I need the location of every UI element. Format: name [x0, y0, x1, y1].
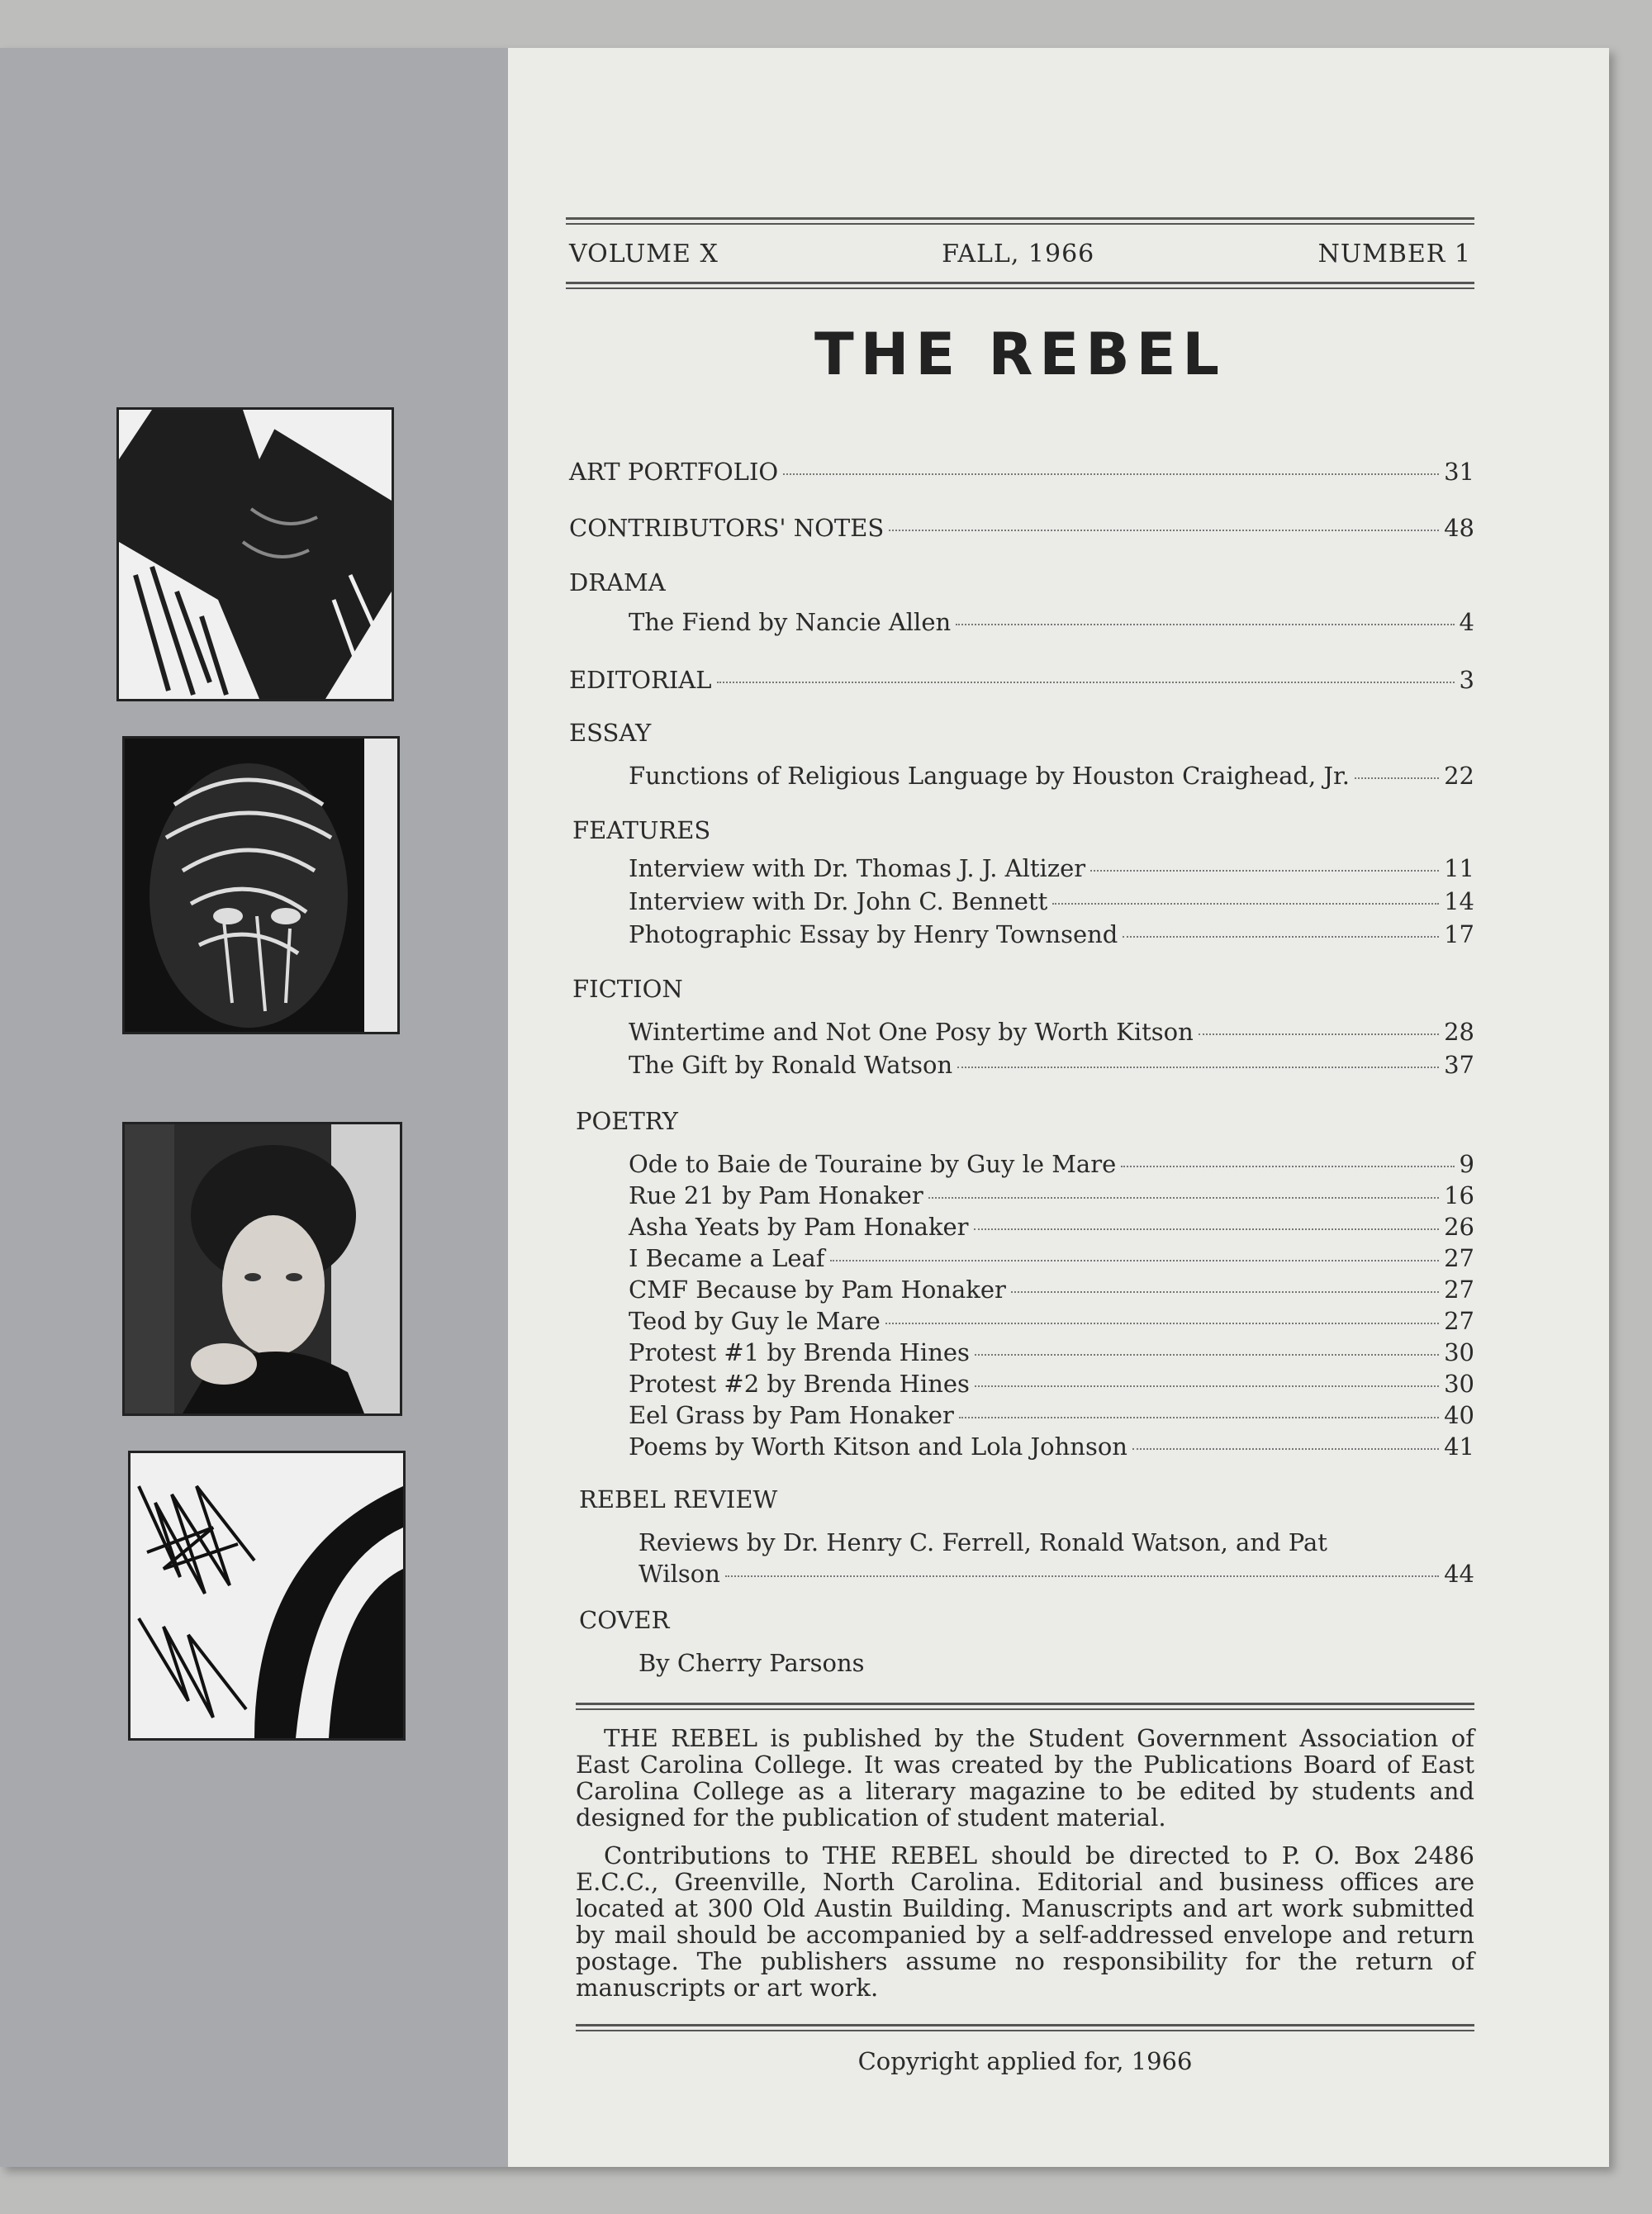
- toc-section-essay: ESSAY: [569, 719, 652, 747]
- toc-section-drama: DRAMA: [569, 568, 666, 596]
- footer-rule-bottom: [576, 2024, 1474, 2031]
- toc-entry[interactable]: Asha Yeats by Pam Honaker 26: [629, 1213, 1474, 1241]
- toc-section-fiction: FICTION: [572, 975, 683, 1003]
- woodcut-face-artwork: [122, 736, 400, 1034]
- publisher-paragraph: THE REBEL is published by the Student Government Association of East Carolina College. It was created by the Publications Board of East Carolina College as a literary magazine to be edited by students and designed for the publication of student material.: [576, 1724, 1474, 1832]
- woodcut-cross-artwork: [116, 407, 394, 701]
- toc-entry[interactable]: The Fiend by Nancie Allen 4: [629, 608, 1474, 636]
- issue-number: NUMBER 1: [1317, 240, 1471, 268]
- toc-entry[interactable]: Interview with Dr. Thomas J. J. Altizer 11: [629, 854, 1474, 882]
- art-sidebar: [0, 48, 508, 2167]
- masthead-rule-top: [566, 217, 1474, 225]
- woodcut-abstract-artwork: [128, 1451, 406, 1741]
- toc-entry[interactable]: Ode to Baie de Touraine by Guy le Mare 9: [629, 1150, 1474, 1178]
- toc-section-cover: COVER: [579, 1606, 670, 1634]
- toc-entry[interactable]: Functions of Religious Language by Houston Craighead, Jr. 22: [629, 762, 1474, 790]
- issue-season: FALL, 1966: [942, 240, 1095, 268]
- toc-entry[interactable]: Teod by Guy le Mare 27: [629, 1307, 1474, 1335]
- toc-section-rebel-review: REBEL REVIEW: [579, 1485, 778, 1513]
- cover-credit: By Cherry Parsons: [638, 1649, 865, 1677]
- toc-section-poetry: POETRY: [576, 1107, 678, 1135]
- footer-rule-top: [576, 1703, 1474, 1710]
- magazine-title: THE REBEL: [814, 321, 1226, 388]
- magazine-page: [0, 48, 1609, 2167]
- toc-entry[interactable]: Photographic Essay by Henry Townsend 17: [629, 920, 1474, 948]
- portrait-photograph: [122, 1122, 402, 1416]
- toc-entry[interactable]: Protest #2 by Brenda Hines 30: [629, 1370, 1474, 1398]
- table-of-contents: [569, 411, 1474, 1682]
- masthead: [566, 240, 1474, 268]
- toc-entry[interactable]: I Became a Leaf 27: [629, 1244, 1474, 1272]
- toc-entry[interactable]: Poems by Worth Kitson and Lola Johnson 41: [629, 1432, 1474, 1461]
- toc-entry-editorial[interactable]: EDITORIAL 3: [569, 666, 1474, 694]
- toc-entry-rebel-review[interactable]: Reviews by Dr. Henry C. Ferrell, Ronald Watson, and Pat Wilson 44: [638, 1528, 1474, 1588]
- toc-entry[interactable]: Wintertime and Not One Posy by Worth Kitson 28: [629, 1018, 1474, 1046]
- toc-entry-art-portfolio[interactable]: ART PORTFOLIO 31: [569, 458, 1474, 486]
- contributions-paragraph: Contributions to THE REBEL should be directed to P. O. Box 2486 E.C.C., Greenville, North Carolina. Editorial and business offices are located at 300 Old Austin Building. Manuscripts and art work submitted by mail should be accompanied by a self-addressed envelope and return postage. The publishers assume no responsibility for the return of manuscripts or art work.: [576, 1841, 1474, 2002]
- toc-entry[interactable]: Eel Grass by Pam Honaker 40: [629, 1401, 1474, 1429]
- toc-entry[interactable]: Protest #1 by Brenda Hines 30: [629, 1338, 1474, 1366]
- toc-section-features: FEATURES: [572, 816, 711, 844]
- toc-entry[interactable]: Rue 21 by Pam Honaker 16: [629, 1181, 1474, 1209]
- toc-entry-contributors-notes[interactable]: CONTRIBUTORS' NOTES 48: [569, 514, 1474, 542]
- toc-entry[interactable]: CMF Because by Pam Honaker 27: [629, 1276, 1474, 1304]
- masthead-rule-bottom: [566, 282, 1474, 289]
- toc-entry[interactable]: The Gift by Ronald Watson 37: [629, 1051, 1474, 1079]
- copyright-notice: Copyright applied for, 1966: [857, 2047, 1193, 2075]
- contents-column: [566, 48, 1474, 2167]
- publication-notes: [576, 1725, 1474, 2012]
- volume-label: VOLUME X: [569, 240, 719, 268]
- toc-entry[interactable]: Interview with Dr. John C. Bennett 14: [629, 887, 1474, 915]
